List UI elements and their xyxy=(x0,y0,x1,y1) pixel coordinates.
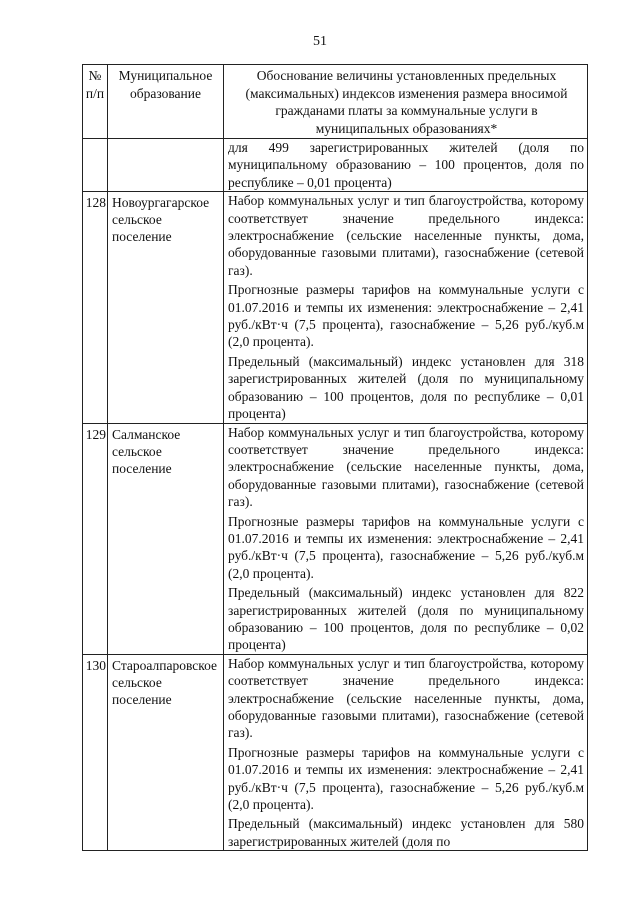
table-header-row xyxy=(83,65,588,139)
table-row xyxy=(83,654,588,850)
header-municipality: Муниципальное образование xyxy=(108,65,224,139)
tariffs-paragraph: Прогнозные размеры тарифов на коммунальные услуги с 01.07.2016 и темпы их изменения: электроснабжение – 2,41 руб./кВт·ч (7,5 процента), газоснабжение – 5,26 руб./куб.м (2,0 процента). xyxy=(228,744,584,813)
table-row-continuation xyxy=(83,139,588,192)
table-row xyxy=(83,423,588,654)
tariff-index-table xyxy=(82,64,588,851)
index-paragraph: Предельный (максимальный) индекс установлен для 580 зарегистрированных жителей (доля по xyxy=(228,816,584,849)
tariffs-paragraph: Прогнозные размеры тарифов на коммунальные услуги с 01.07.2016 и темпы их изменения: электроснабжение – 2,41 руб./кВт·ч (7,5 процента), газоснабжение – 5,26 руб./куб.м (2,0 процента). xyxy=(228,513,584,581)
index-paragraph: Предельный (максимальный) индекс установлен для 822 зарегистрированных жителей (доля по муниципальному образованию – 100 процентов, доля по республике – 0,02 процента) xyxy=(228,585,584,653)
justification-cell xyxy=(224,192,588,423)
row-number: 130 xyxy=(83,654,108,850)
row-number: 128 xyxy=(83,192,108,423)
services-paragraph: Набор коммунальных услуг и тип благоустройства, которому соответствует значение предельного индекса: электроснабжение (сельские населенные пункты, дома, оборудованные газовыми плитами), газоснабжение (сетевой газ). xyxy=(228,424,584,510)
tariffs-paragraph: Прогнозные размеры тарифов на коммунальные услуги с 01.07.2016 и темпы их изменения: электроснабжение – 2,41 руб./кВт·ч (7,5 процента), газоснабжение – 5,26 руб./куб.м (2,0 процента). xyxy=(228,282,584,350)
table-row xyxy=(83,192,588,423)
municipality-name: Новоургагарское сельское поселение xyxy=(108,192,224,423)
services-paragraph: Набор коммунальных услуг и тип благоустройства, которому соответствует значение предельного индекса: электроснабжение (сельские населенные пункты, дома, оборудованные газовыми плитами), газоснабжение (сетевой газ). xyxy=(228,655,584,741)
row-number: 129 xyxy=(83,423,108,654)
justification-cell xyxy=(224,654,588,850)
index-paragraph: Предельный (максимальный) индекс установлен для 318 зарегистрированных жителей (доля по муниципальному образованию – 100 процентов, доля по республике – 0,01 процента) xyxy=(228,353,584,422)
municipality-name: Салманское сельское поселение xyxy=(108,423,224,654)
header-num: № п/п xyxy=(83,65,108,139)
continuation-text: для 499 зарегистрированных жителей (доля по муниципальному образованию – 100 процентов, доля по республике – 0,01 процента) xyxy=(228,140,584,190)
services-paragraph: Набор коммунальных услуг и тип благоустройства, которому соответствует значение предельного индекса: электроснабжение (сельские населенные пункты, дома, оборудованные газовыми плитами), газоснабжение (сетевой газ). xyxy=(228,193,584,278)
cell-num-empty xyxy=(83,139,108,192)
header-justification: Обоснование величины установленных предельных (максимальных) индексов изменения размера вносимой гражданами платы за коммунальные услуги в муниципальных образованиях* xyxy=(224,65,588,139)
cell-name-empty xyxy=(108,139,224,192)
municipality-name: Староалпаровское сельское поселение xyxy=(108,654,224,850)
page-number: 51 xyxy=(313,34,327,49)
justification-cell xyxy=(224,423,588,654)
cell-continuation xyxy=(224,139,588,192)
